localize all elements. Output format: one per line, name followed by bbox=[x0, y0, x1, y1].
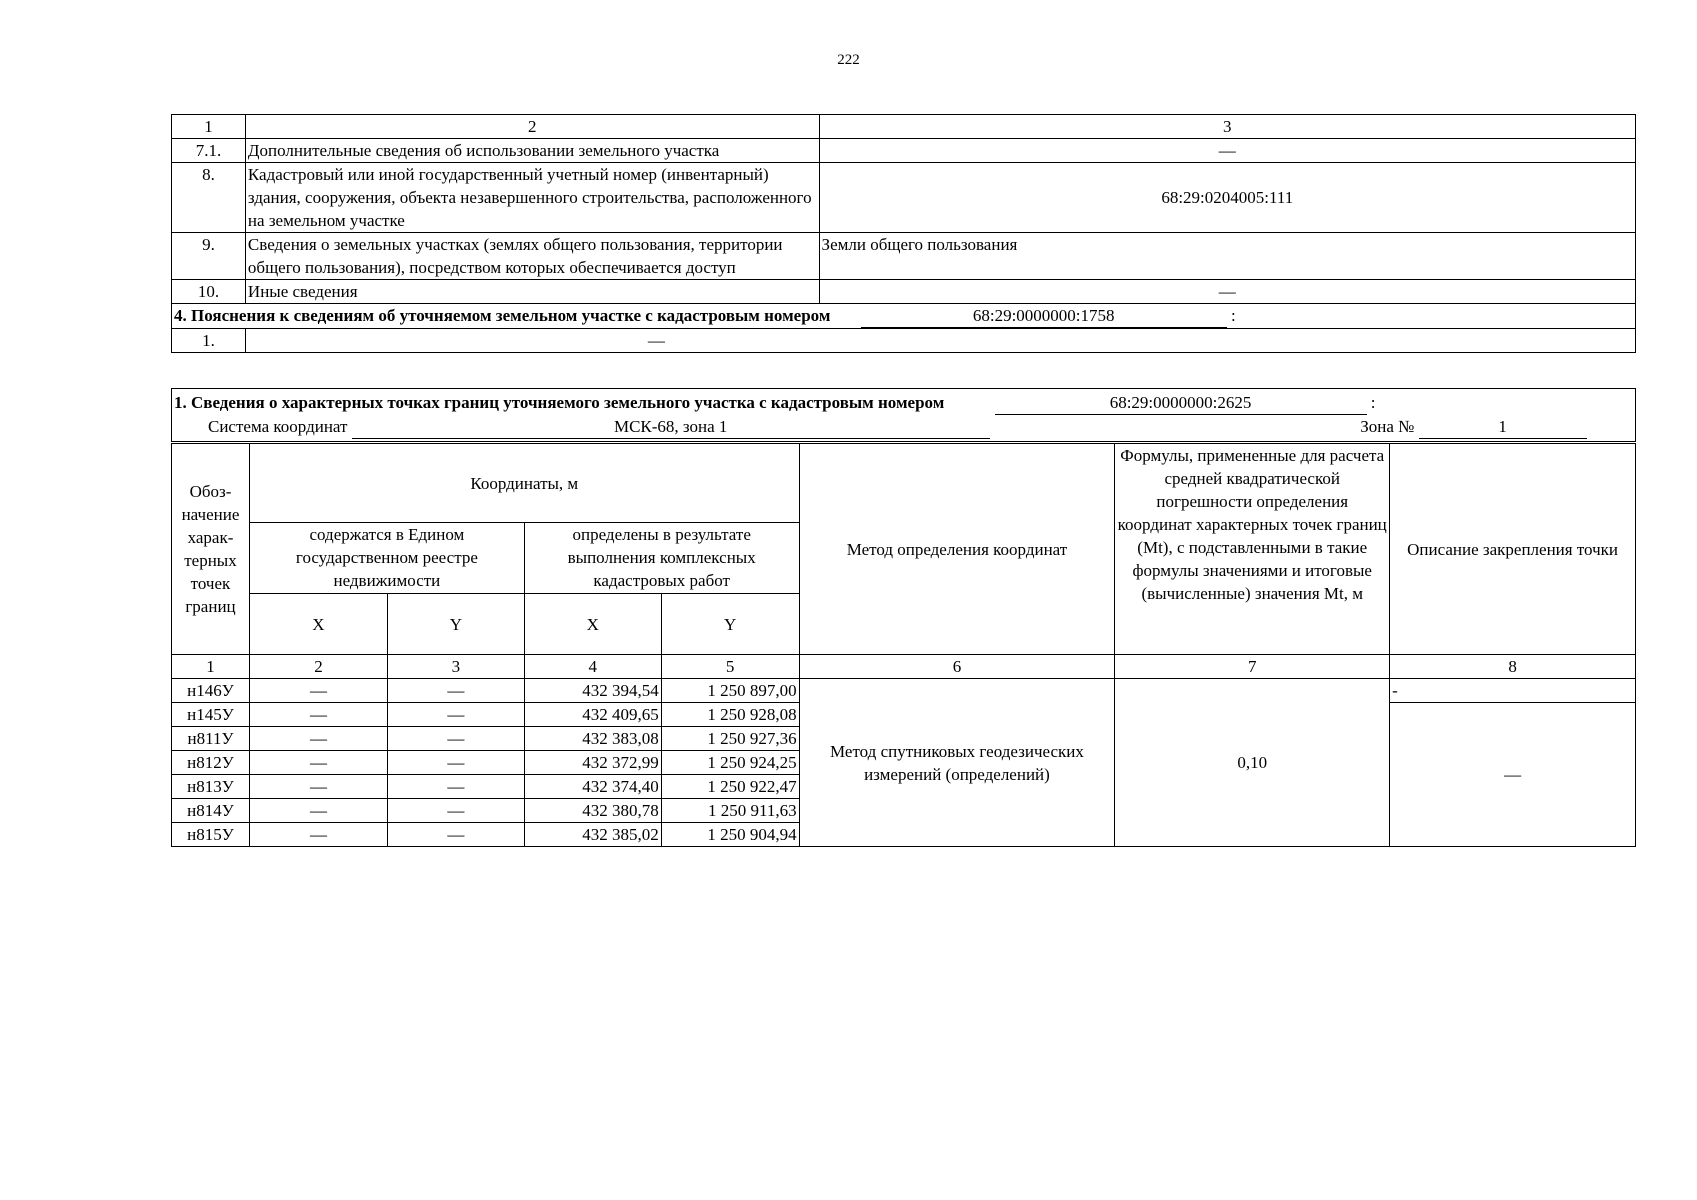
info-row bbox=[172, 233, 1636, 280]
point-x1: — bbox=[249, 679, 387, 703]
point-y2: 1 250 927,36 bbox=[661, 727, 799, 751]
col-complex-header: определены в результате выполнения комплексных кадастровых работ bbox=[524, 523, 799, 594]
point-y1: — bbox=[387, 751, 524, 775]
point-name: н146У bbox=[172, 679, 250, 703]
point-x2: 432 383,08 bbox=[524, 727, 661, 751]
section4-title: 4. Пояснения к сведениям об уточняемом земельном участке с кадастровым номером bbox=[174, 306, 831, 325]
section1-title: 1. Сведения о характерных точках границ уточняемого земельного участка с кадастровым номером bbox=[174, 393, 945, 412]
col-number: 3 bbox=[387, 655, 524, 679]
point-x2: 432 385,02 bbox=[524, 823, 661, 847]
col-coordinates-header: Координаты, м bbox=[249, 444, 799, 523]
point-x2: 432 380,78 bbox=[524, 799, 661, 823]
point-name: н813У bbox=[172, 775, 250, 799]
row-number: 8. bbox=[172, 163, 246, 233]
col-designation-header: Обоз-начение харак-терных точек границ bbox=[172, 444, 250, 655]
info-row bbox=[172, 280, 1636, 304]
col-number: 5 bbox=[661, 655, 799, 679]
header-col-1: 1 bbox=[172, 115, 246, 139]
row-number: 10. bbox=[172, 280, 246, 304]
col-x2-header: X bbox=[524, 594, 661, 655]
point-x1: — bbox=[249, 727, 387, 751]
description-value: — bbox=[1390, 703, 1636, 847]
info-row bbox=[172, 139, 1636, 163]
point-y2: 1 250 911,63 bbox=[661, 799, 799, 823]
point-x2: 432 374,40 bbox=[524, 775, 661, 799]
zone-label: Зона № bbox=[1360, 417, 1415, 436]
point-y1: — bbox=[387, 703, 524, 727]
point-x1: — bbox=[249, 799, 387, 823]
table-row bbox=[172, 679, 1636, 703]
point-x1: — bbox=[249, 751, 387, 775]
col-number: 1 bbox=[172, 655, 250, 679]
row-value: Земли общего пользования bbox=[819, 233, 1635, 280]
info-row bbox=[172, 163, 1636, 233]
info-table-header bbox=[172, 115, 1636, 139]
col-method-header: Метод определения координат bbox=[799, 444, 1115, 655]
col-x1-header: X bbox=[249, 594, 387, 655]
row-value: — bbox=[819, 280, 1635, 304]
point-x1: — bbox=[249, 775, 387, 799]
coord-system-label: Система координат bbox=[208, 417, 348, 436]
method-value: Метод спутниковых геодезических измерений (определений) bbox=[799, 679, 1115, 847]
point-name: н145У bbox=[172, 703, 250, 727]
coordinates-table bbox=[171, 443, 1636, 847]
col-number: 7 bbox=[1115, 655, 1390, 679]
row-number: 9. bbox=[172, 233, 246, 280]
point-y2: 1 250 924,25 bbox=[661, 751, 799, 775]
point-x1: — bbox=[249, 703, 387, 727]
section1-cadastral-number: 68:29:0000000:2625 bbox=[995, 391, 1367, 415]
col-y1-header: Y bbox=[387, 594, 524, 655]
section1-suffix: : bbox=[1370, 393, 1376, 412]
row-label: Сведения о земельных участках (землях общего пользования, территории общего пользования), посредством которых обеспечивается доступ bbox=[245, 233, 819, 280]
point-y1: — bbox=[387, 679, 524, 703]
point-y2: 1 250 922,47 bbox=[661, 775, 799, 799]
col-number: 2 bbox=[249, 655, 387, 679]
column-numbers-row bbox=[172, 655, 1636, 679]
zone-value: 1 bbox=[1419, 415, 1587, 439]
row-label: Иные сведения bbox=[245, 280, 819, 304]
point-y1: — bbox=[387, 799, 524, 823]
section4-title-row bbox=[172, 304, 1636, 329]
description-first: - bbox=[1390, 679, 1636, 703]
point-y1: — bbox=[387, 823, 524, 847]
col-number: 8 bbox=[1390, 655, 1636, 679]
col-y2-header: Y bbox=[661, 594, 799, 655]
info-table bbox=[171, 114, 1636, 353]
row-value: 68:29:0204005:111 bbox=[819, 163, 1635, 233]
page-number: 222 bbox=[837, 52, 860, 68]
section1-header bbox=[171, 388, 1636, 442]
col-number: 6 bbox=[799, 655, 1115, 679]
point-x2: 432 394,54 bbox=[524, 679, 661, 703]
row-label: Кадастровый или иной государственный учетный номер (инвентарный) здания, сооружения, объекта незавершенного строительства, расположенного на земельном участке bbox=[245, 163, 819, 233]
coord-system-value: МСК-68, зона 1 bbox=[352, 415, 990, 439]
point-name: н812У bbox=[172, 751, 250, 775]
section4-row-value: — bbox=[647, 331, 665, 350]
point-name: н811У bbox=[172, 727, 250, 751]
mt-value: 0,10 bbox=[1115, 679, 1390, 847]
point-x2: 432 409,65 bbox=[524, 703, 661, 727]
point-y2: 1 250 897,00 bbox=[661, 679, 799, 703]
section4-row bbox=[172, 329, 1636, 353]
point-y1: — bbox=[387, 775, 524, 799]
row-value: — bbox=[819, 139, 1635, 163]
point-y2: 1 250 928,08 bbox=[661, 703, 799, 727]
col-description-header: Описание закрепления точки bbox=[1390, 444, 1636, 655]
header-col-3: 3 bbox=[819, 115, 1635, 139]
point-y1: — bbox=[387, 727, 524, 751]
row-label: Дополнительные сведения об использовании земельного участка bbox=[245, 139, 819, 163]
col-number: 4 bbox=[524, 655, 661, 679]
point-name: н814У bbox=[172, 799, 250, 823]
col-egrn-header: содержатся в Едином государственном реестре недвижимости bbox=[249, 523, 524, 594]
section4-cadastral-number: 68:29:0000000:1758 bbox=[861, 304, 1227, 328]
col-formulas-header: Формулы, примененные для расчета средней квадратической погрешности определения координат характерных точек границ (Mt), с подставленными в такие формулы значениями и итоговые (вычисленные) значения Mt, м bbox=[1115, 444, 1390, 655]
row-number: 7.1. bbox=[172, 139, 246, 163]
point-x1: — bbox=[249, 823, 387, 847]
point-x2: 432 372,99 bbox=[524, 751, 661, 775]
point-name: н815У bbox=[172, 823, 250, 847]
section4-row-number: 1. bbox=[172, 329, 246, 353]
section4-suffix: : bbox=[1230, 306, 1236, 325]
point-y2: 1 250 904,94 bbox=[661, 823, 799, 847]
header-col-2: 2 bbox=[245, 115, 819, 139]
